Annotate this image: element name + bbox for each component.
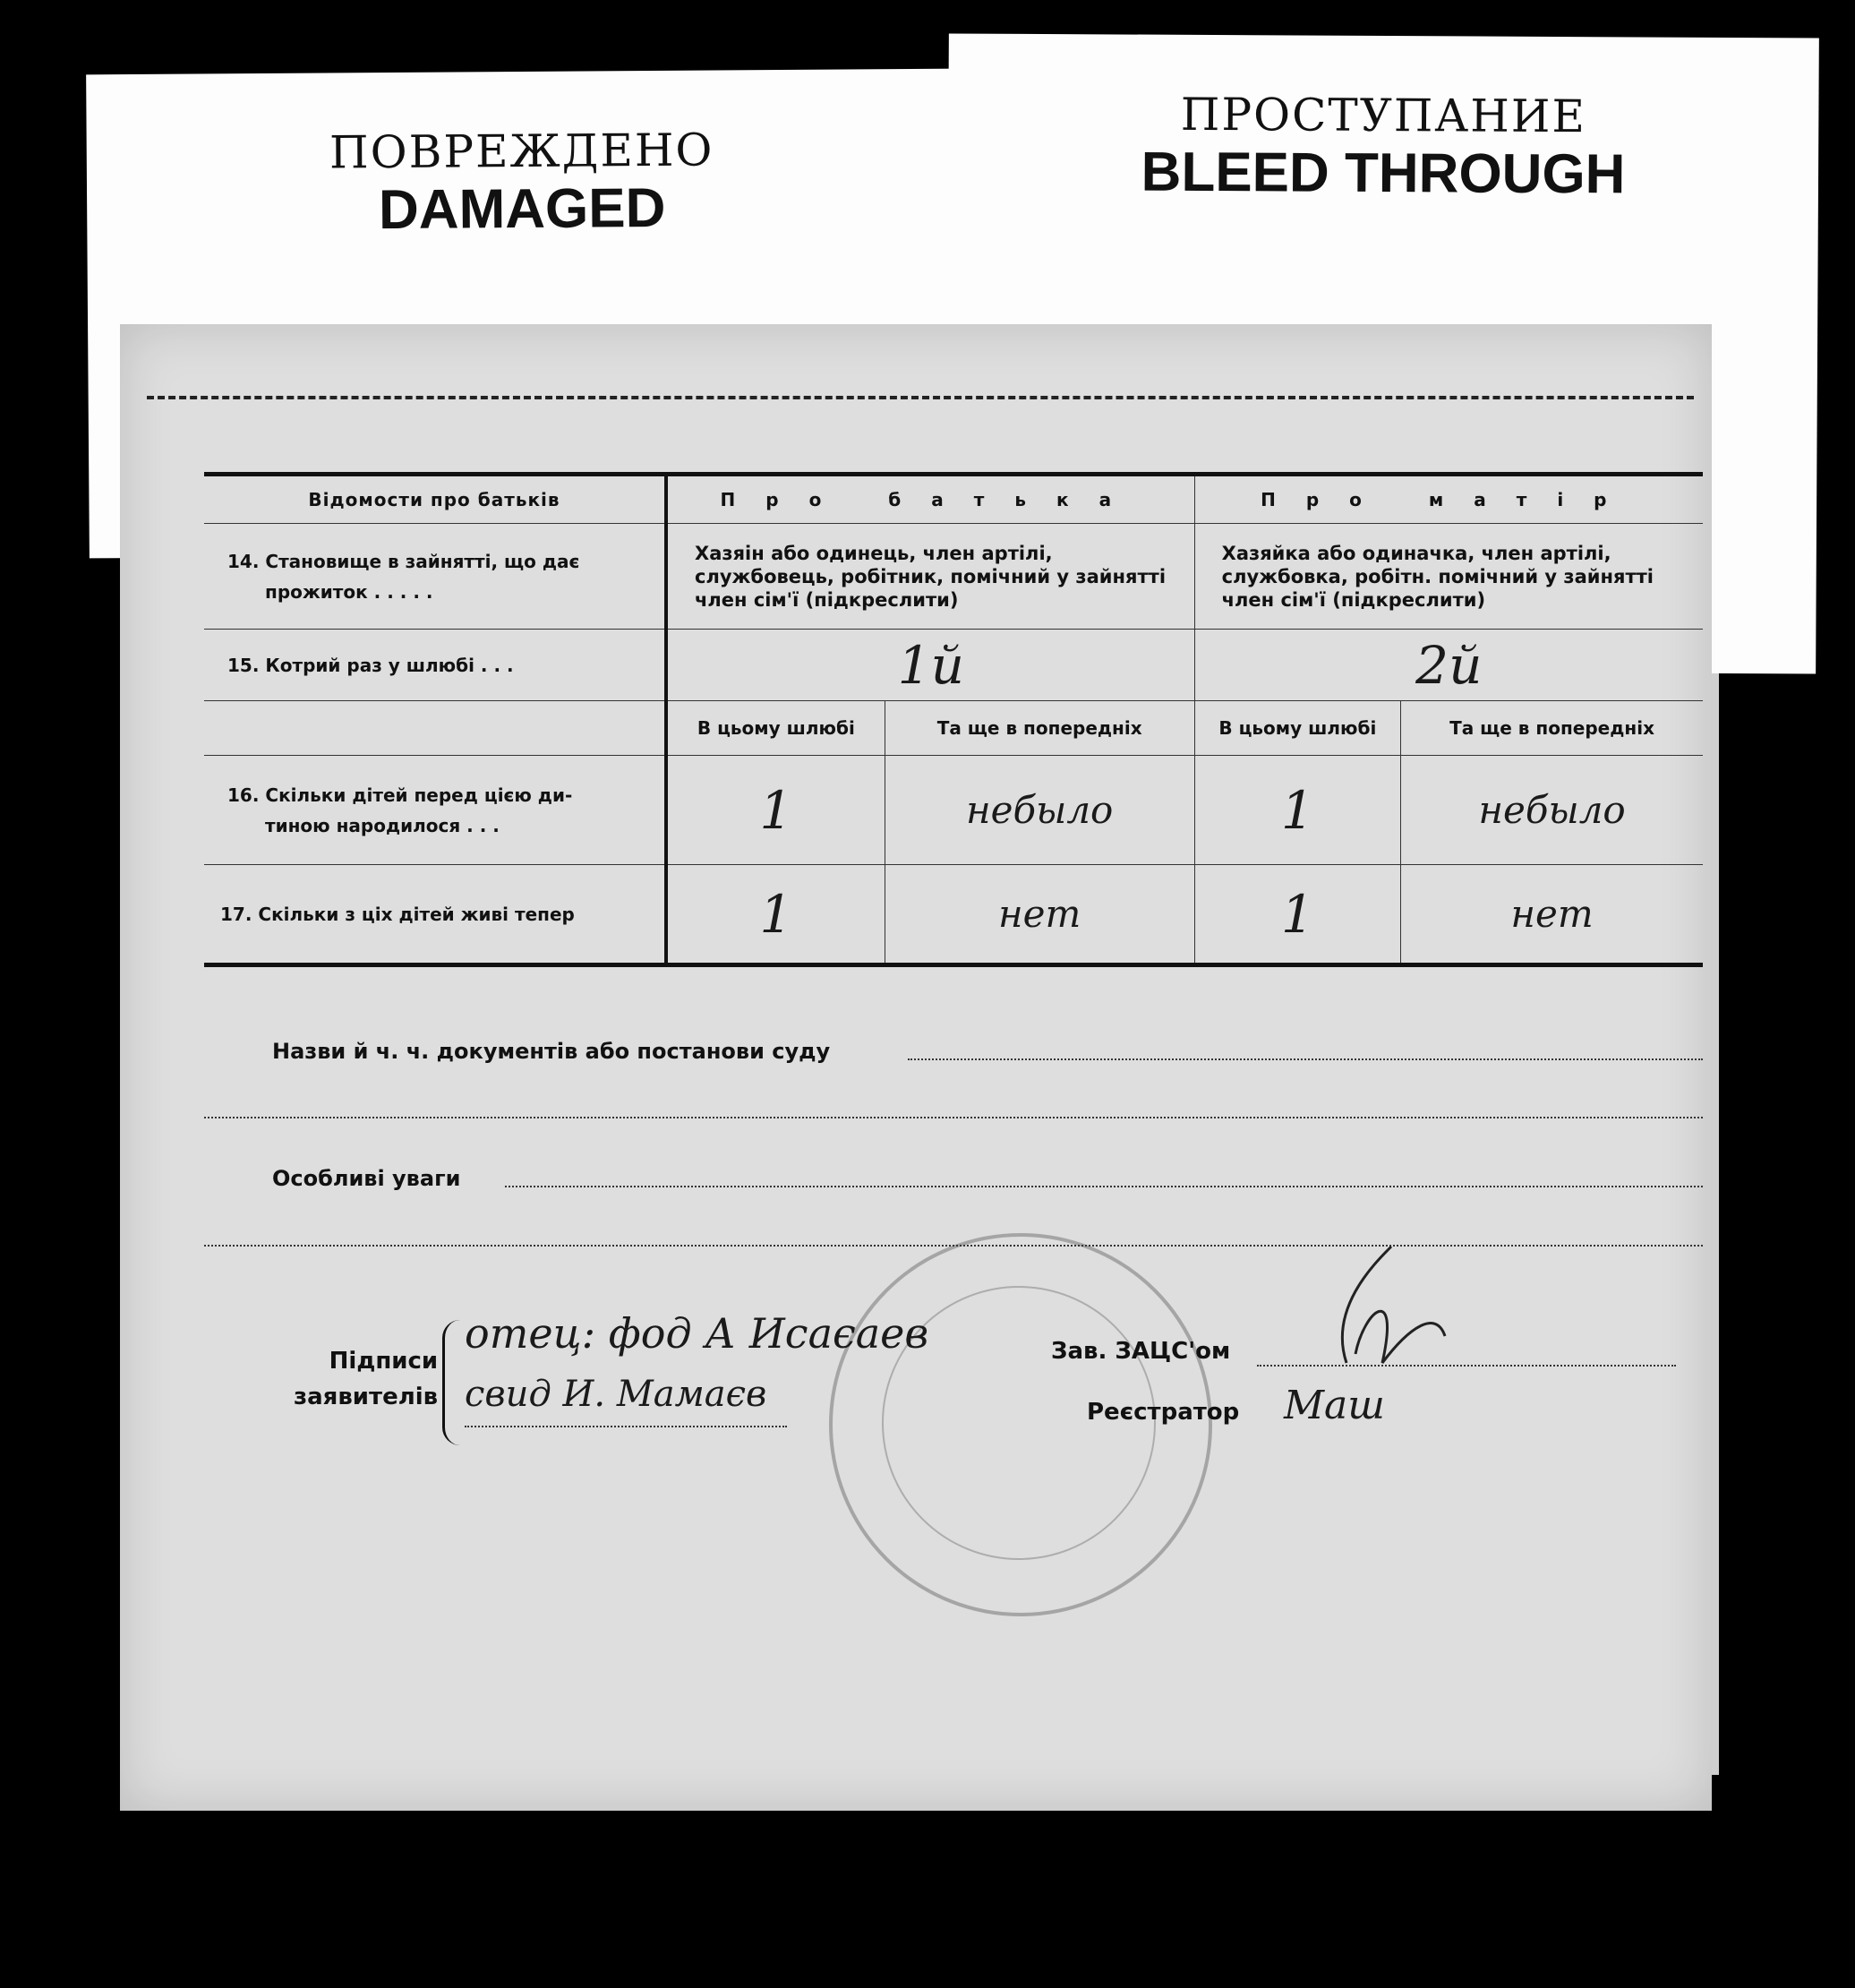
subheader-mother-previous: Та ще в попередніх	[1401, 701, 1703, 756]
row-16-mother-previous: небыло	[1401, 756, 1703, 865]
header-mother: Про матір	[1194, 475, 1703, 524]
row-15-marriage-count	[204, 630, 1703, 701]
row-14-mother-text: Хазяйка або одиначка, член артілі, службовка, робітн. помічний у зайнятті член сім'ї (підкреслити)	[1194, 524, 1703, 630]
applicant-signature-2: свид И. Мамаєв	[465, 1374, 767, 1415]
row-14-label-line2: прожиток . . . . .	[265, 580, 433, 603]
signatures-label	[294, 1343, 438, 1415]
subheader-empty	[204, 701, 666, 756]
children-subheader-row	[204, 701, 1703, 756]
row-17-children-alive	[204, 865, 1703, 965]
row-15-label: 15. Котрий раз у шлюбі . . .	[204, 630, 666, 701]
documents-dotted-line-2	[204, 1117, 1703, 1118]
documents-dotted-line	[908, 1058, 1703, 1060]
perforation-line	[147, 396, 1694, 399]
document-page	[120, 324, 1712, 1811]
signatures-label-line2: заявителів	[294, 1384, 439, 1410]
row-14-father-text: Хазяін або одинець, член артілі, службовець, робітник, помічний у зайнятті член сім'ї (підкреслити)	[666, 524, 1194, 630]
remarks-dotted-line	[505, 1186, 1703, 1187]
row-16-father-previous: небыло	[885, 756, 1194, 865]
subheader-father-previous: Та ще в попередніх	[885, 701, 1194, 756]
parents-info-table	[204, 472, 1703, 967]
remarks-field-label: Особливі уваги	[272, 1166, 461, 1191]
row-17-father-this: 1	[666, 865, 885, 965]
head-signature-scribble	[1293, 1229, 1472, 1381]
subheader-mother-this-marriage: В цьому шлюбі	[1194, 701, 1400, 756]
applicant-signature-line	[465, 1426, 787, 1427]
head-zags-label: Зав. ЗАЦС'ом	[1051, 1338, 1231, 1365]
row-16-children-born	[204, 756, 1703, 865]
damaged-label-ru: ПОВРЕЖДЕНО	[329, 124, 714, 179]
header-parents-info: Відомости про батьків	[204, 475, 666, 524]
row-16-label-line1: 16. Скільки дітей перед цією ди-	[227, 784, 573, 806]
row-14-occupation	[204, 524, 1703, 630]
row-17-mother-this: 1	[1194, 865, 1400, 965]
row-15-father-value: 1й	[666, 630, 1194, 701]
row-17-father-previous: нет	[885, 865, 1194, 965]
row-16-mother-this: 1	[1194, 756, 1400, 865]
row-14-label-line1: 14. Становище в зайнятті, що дає	[227, 550, 580, 572]
header-father: Про батька	[666, 475, 1194, 524]
subheader-father-this-marriage: В цьому шлюбі	[666, 701, 885, 756]
registrar-signature: Маш	[1284, 1383, 1385, 1428]
applicant-signature-1: отец: фод А Исаєаев	[465, 1309, 929, 1358]
row-16-label-line2: тиною народилося . . .	[265, 814, 500, 836]
bleed-label-en: BLEED THROUGH	[1141, 141, 1626, 206]
row-17-label: 17. Скільки з ціх дітей живі тепер	[204, 865, 666, 965]
row-14-label	[204, 524, 666, 630]
documents-field-label: Назви й ч. ч. документів або постанови суду	[272, 1039, 831, 1064]
signatures-label-line1: Підписи	[329, 1348, 439, 1375]
registrar-label: Реєстратор	[1087, 1399, 1240, 1426]
table-header-row	[204, 475, 1703, 524]
row-17-mother-previous: нет	[1401, 865, 1703, 965]
row-16-father-this: 1	[666, 756, 885, 865]
row-15-mother-value: 2й	[1194, 630, 1703, 701]
bleed-label-ru: ПРОСТУПАНИЕ	[1180, 88, 1587, 143]
damaged-label-en: DAMAGED	[378, 176, 666, 242]
row-16-label	[204, 756, 666, 865]
